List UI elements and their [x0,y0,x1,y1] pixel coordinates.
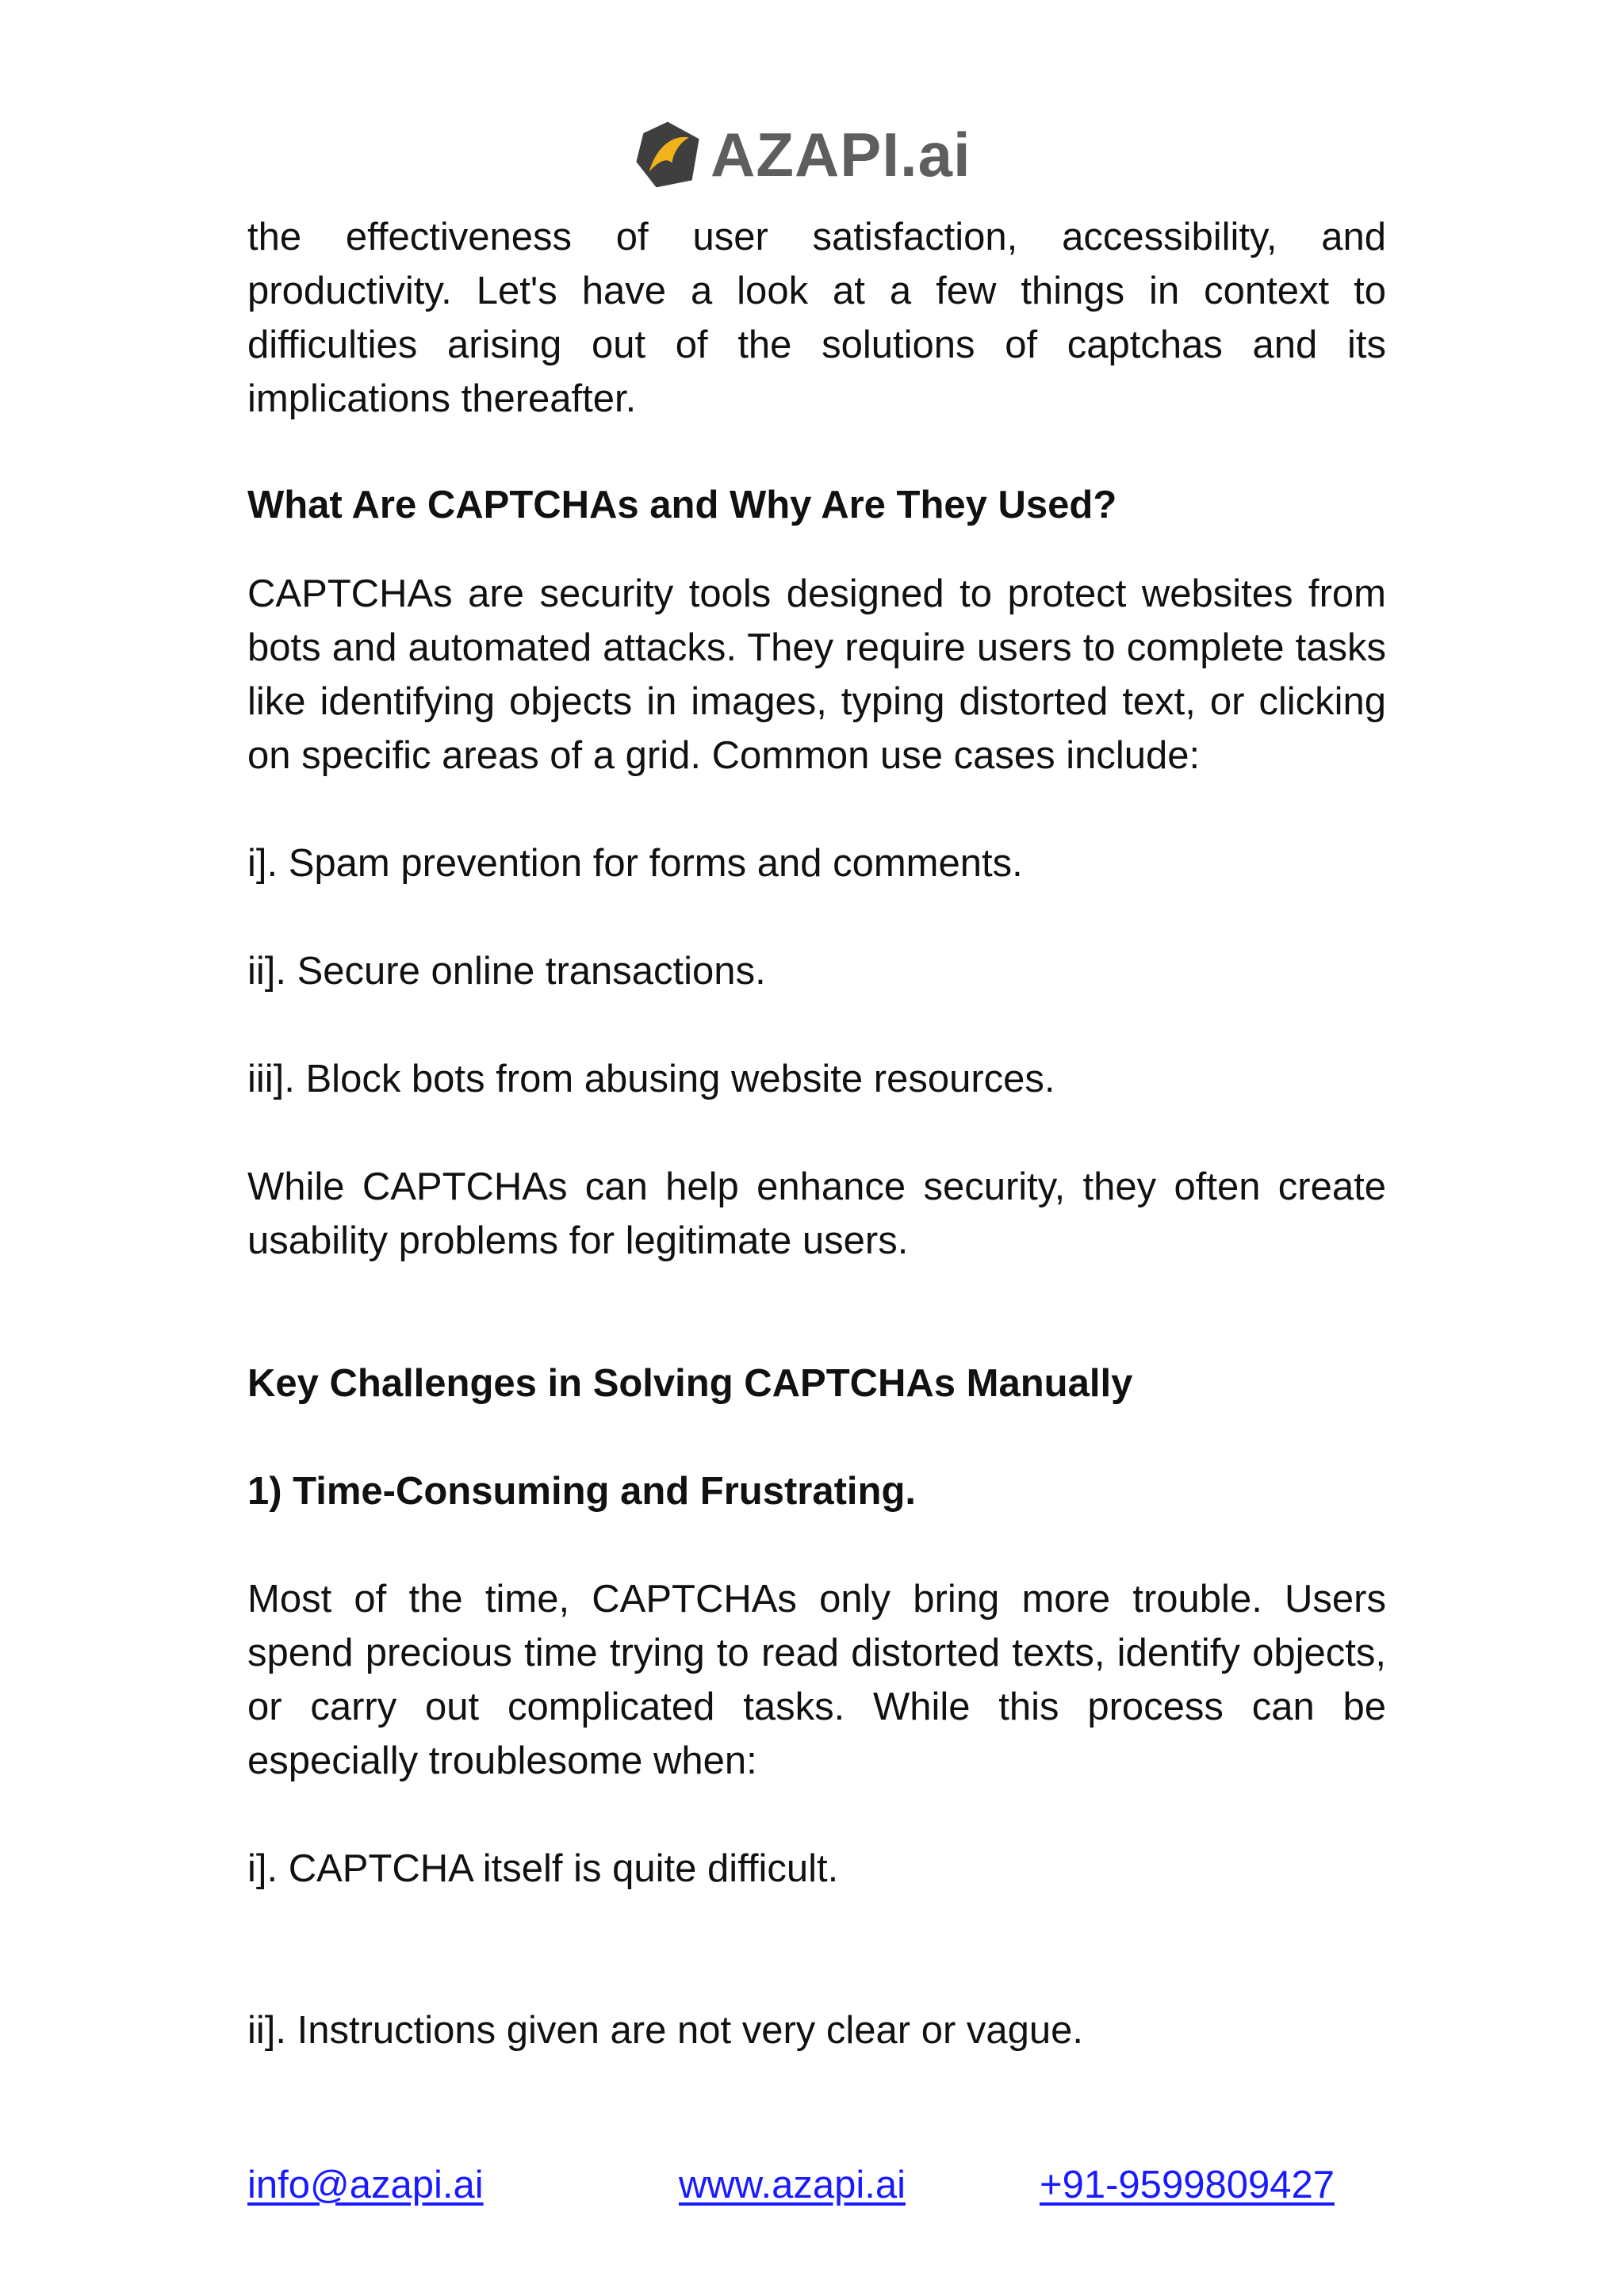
list-item: iii]. Block bots from abusing website resources. [247,1058,1055,1100]
section-heading-key-challenges: Key Challenges in Solving CAPTCHAs Manually [247,1362,1133,1405]
azapi-logo-icon [631,119,704,190]
document-body [247,210,1386,2057]
subheading-time-consuming: 1) Time-Consuming and Frustrating. [247,1470,917,1513]
logo-text: AZAPI.ai [710,120,971,189]
section-paragraph-captcha-definition: CAPTCHAs are security tools designed to protect websites from bots and automated attacks. They require users to complete tasks like identifying objects in images, typing distorted text, or clicking on specific areas of a grid. Common use cases include: [247,572,1386,777]
footer [247,2158,1386,2214]
section-paragraph-usability: While CAPTCHAs can help enhance security, they often create usability problems for legitimate users. [247,1165,1386,1262]
list-item: i]. Spam prevention for forms and comments. [247,842,1023,885]
section-paragraph-trouble: Most of the time, CAPTCHAs only bring more trouble. Users spend precious time trying to read distorted texts, identify objects, or carry out complicated tasks. While this process can be especially troublesome when: [247,1578,1386,1782]
list-item: i]. CAPTCHA itself is quite difficult. [247,1847,839,1890]
list-item: ii]. Instructions given are not very clear or vague. [247,2009,1084,2052]
intro-paragraph: the effectiveness of user satisfaction, accessibility, and productivity. Let's have a look at a few things in context to difficulties arising out of the solutions of captchas and its implications thereafter. [247,216,1386,420]
website-link[interactable]: www.azapi.ai [679,2164,906,2206]
logo [631,119,971,190]
phone-link[interactable]: +91-9599809427 [1040,2164,1335,2206]
list-item: ii]. Secure online transactions. [247,950,766,993]
section-heading-what-are-captchas: What Are CAPTCHAs and Why Are They Used? [247,484,1117,526]
email-link[interactable]: info@azapi.ai [247,2164,484,2206]
